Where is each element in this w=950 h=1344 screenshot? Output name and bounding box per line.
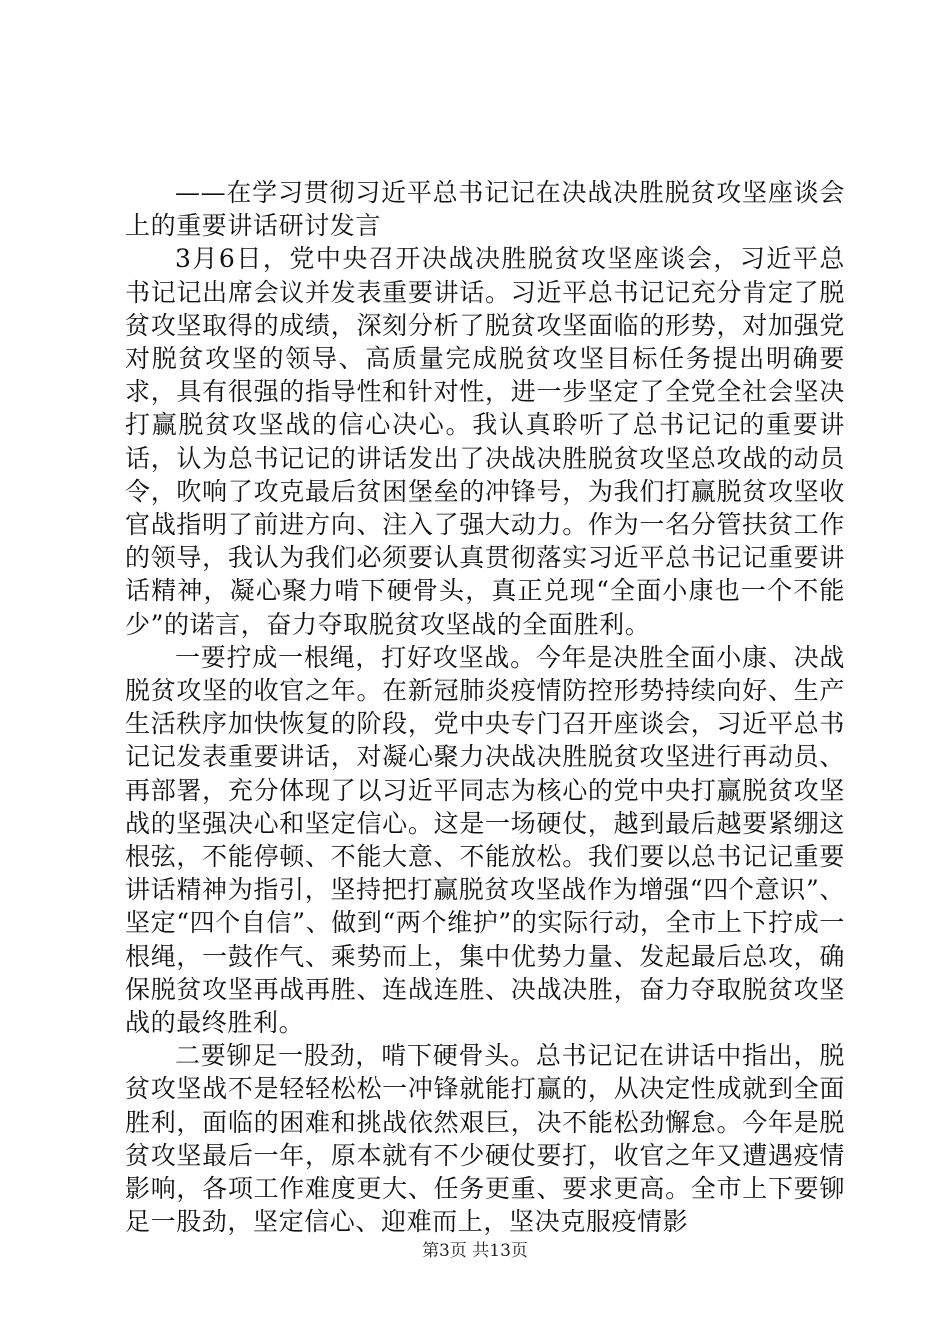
paragraph-1: 3月6日，党中央召开决战决胜脱贫攻坚座谈会，习近平总书记记出席会议并发表重要讲话。习近平总书记记充分肯定了脱贫攻坚取得的成绩，深刻分析了脱贫攻坚面临的形势，对加强党对脱贫攻坚的领导、高质量完成脱贫攻坚目标任务提出明确要求，具有很强的指导性和针对性，进一步坚定了全党全社会坚决打赢脱贫攻坚战的信心决心。我认真聆听了总书记记的重要讲话，认为总书记记的讲话发出了决战决胜脱贫攻坚总攻战的动员令，吹响了攻克最后贫困堡垒的冲锋号，为我们打赢脱贫攻坚收官战指明了前进方向、注入了强大动力。作为一名分管扶贫工作的领导，我认为我们必须要认真贯彻落实习近平总书记记重要讲话精神，凝心聚力啃下硬骨头，真正兑现“全面小康也一个不能少”的诺言，奋力夺取脱贫攻坚战的全面胜利。 bbox=[125, 244, 845, 639]
paragraph-2: 一要拧成一根绳，打好攻坚战。今年是决胜全面小康、决战脱贫攻坚的收官之年。在新冠肺炎疫情防控形势持续向好、生产生活秩序加快恢复的阶段，党中央专门召开座谈会，习近平总书记记发表重要讲话，对凝心聚力决战决胜脱贫攻坚进行再动员、再部署，充分体现了以习近平同志为核心的党中央打赢脱贫攻坚战的坚强决心和坚定信心。这是一场硬仗，越到最后越要紧绷这根弦，不能停顿、不能大意、不能放松。我们要以总书记记重要讲话精神为指引，坚持把打赢脱贫攻坚战作为增强“四个意识”、坚定“四个自信”、做到“两个维护”的实际行动，全市上下拧成一根绳，一鼓作气、乘势而上，集中优势力量、发起最后总攻，确保脱贫攻坚再战再胜、连战连胜、决战决胜，奋力夺取脱贫攻坚战的最终胜利。 bbox=[125, 642, 845, 1038]
subtitle: ——在学习贯彻习近平总书记记在决战决胜脱贫攻坚座谈会上的重要讲话研讨发言 bbox=[125, 178, 845, 241]
paragraph-3: 二要铆足一股劲，啃下硬骨头。总书记记在讲话中指出，脱贫攻坚战不是轻轻松松一冲锋就能打赢的，从决定性成就到全面胜利，面临的困难和挑战依然艰巨，决不能松劲懈怠。今年是脱贫攻坚最后一年，原本就有不少硬仗要打，收官之年又遭遇疫情影响，各项工作难度更大、任务更重、要求更高。全市上下要铆足一股劲，坚定信心、迎难而上，坚决克服疫情影 bbox=[125, 1041, 845, 1237]
page-number: 第3页 共13页 bbox=[422, 1241, 528, 1261]
document-body bbox=[125, 176, 845, 1239]
